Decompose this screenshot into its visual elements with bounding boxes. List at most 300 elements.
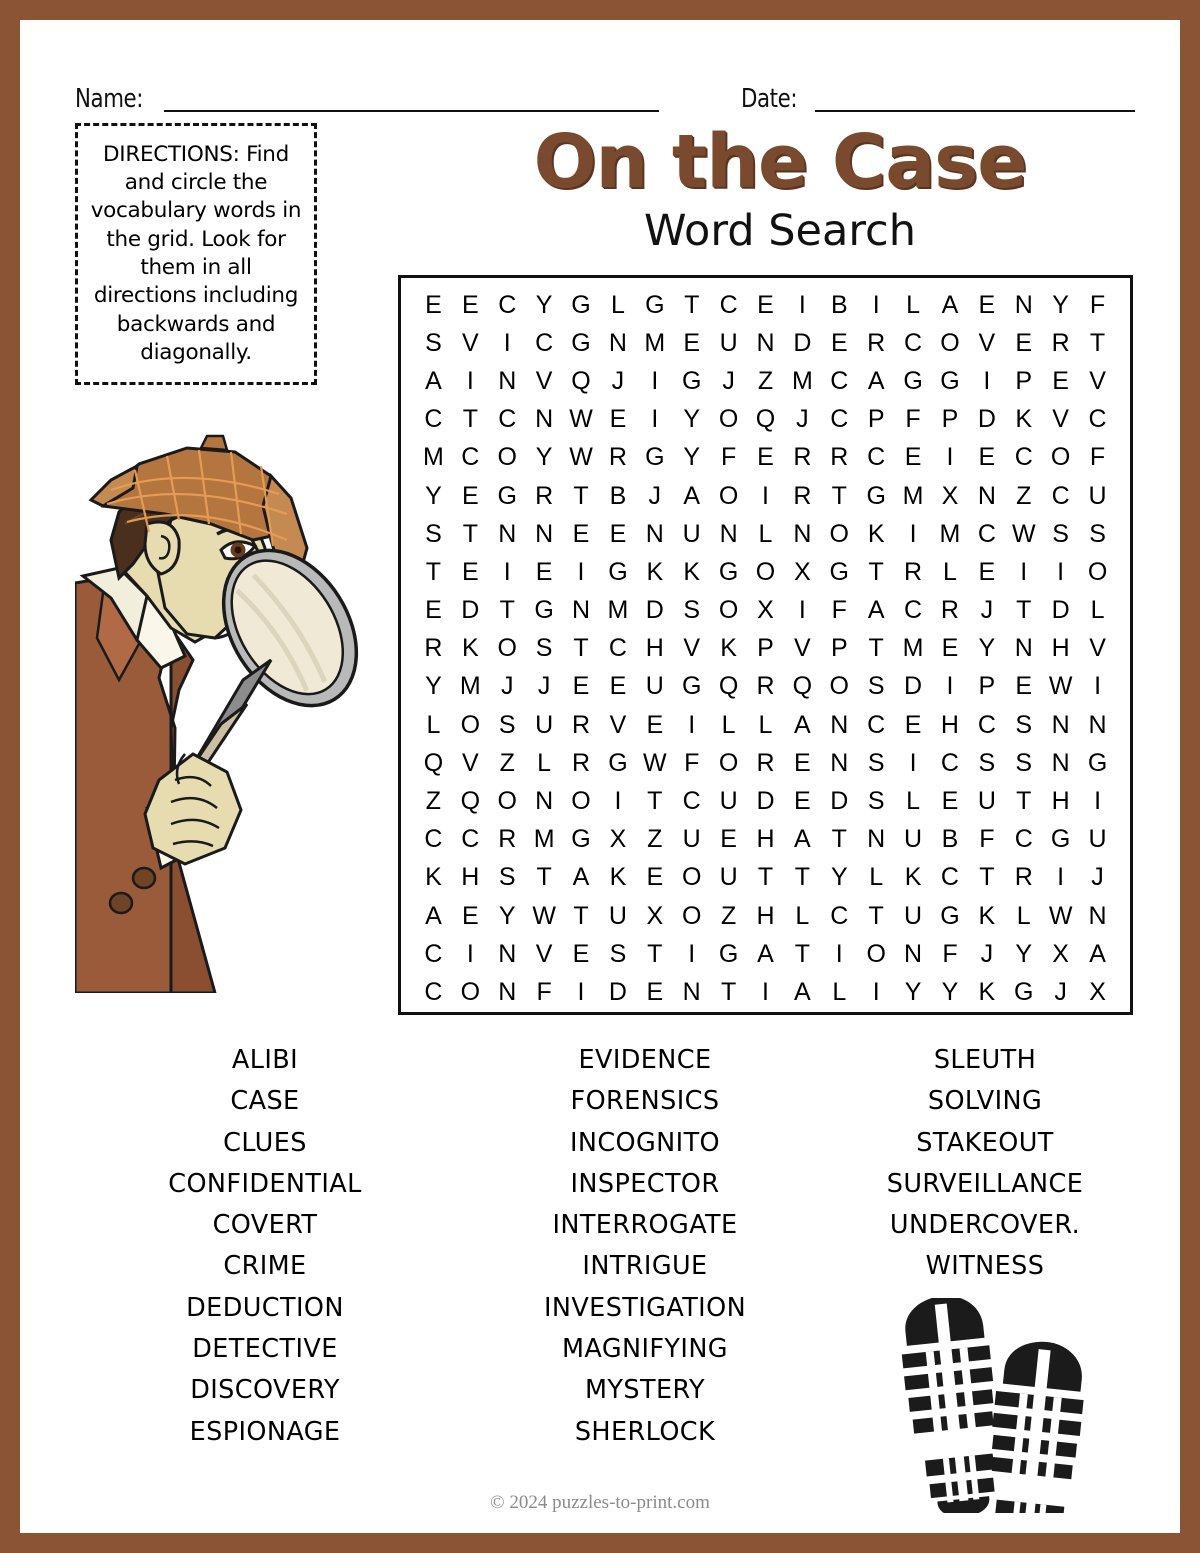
grid-cell-8-15[interactable]: J	[980, 596, 994, 625]
grid-cell-14-2[interactable]: R	[498, 825, 517, 854]
grid-cell-18-6[interactable]: E	[646, 977, 664, 1006]
grid-cell-13-18[interactable]: I	[1094, 787, 1102, 816]
grid-cell-7-18[interactable]: O	[1087, 557, 1108, 586]
grid-cell-7-9[interactable]: O	[755, 557, 776, 586]
grid-cell-13-3[interactable]: N	[535, 787, 554, 816]
grid-cell-2-3[interactable]: V	[535, 366, 553, 395]
grid-cell-18-17[interactable]: J	[1054, 977, 1067, 1006]
grid-cell-2-10[interactable]: M	[791, 366, 813, 395]
grid-cell-17-10[interactable]: T	[794, 939, 811, 968]
grid-cell-17-15[interactable]: J	[980, 939, 994, 968]
grid-cell-0-15[interactable]: E	[978, 290, 996, 319]
grid-cell-8-3[interactable]: G	[534, 596, 554, 625]
grid-cell-4-14[interactable]: I	[946, 443, 954, 472]
grid-cell-10-0[interactable]: Y	[425, 672, 442, 701]
grid-cell-11-15[interactable]: C	[977, 710, 996, 739]
grid-cell-16-3[interactable]: W	[532, 901, 556, 930]
grid-cell-7-4[interactable]: I	[577, 557, 585, 586]
grid-cell-18-18[interactable]: X	[1089, 977, 1106, 1006]
grid-cell-3-4[interactable]: W	[569, 405, 593, 434]
grid-cell-5-3[interactable]: R	[535, 481, 554, 510]
grid-cell-11-13[interactable]: E	[904, 710, 922, 739]
grid-cell-11-8[interactable]: L	[721, 710, 736, 739]
grid-cell-7-8[interactable]: G	[718, 557, 739, 586]
grid-cell-15-5[interactable]: K	[609, 863, 627, 892]
grid-cell-9-15[interactable]: Y	[978, 634, 996, 663]
grid-cell-18-4[interactable]: I	[577, 977, 585, 1006]
grid-cell-8-4[interactable]: N	[571, 596, 591, 625]
grid-cell-2-12[interactable]: A	[867, 366, 885, 395]
grid-cell-5-9[interactable]: I	[762, 481, 769, 510]
grid-cell-1-5[interactable]: N	[608, 328, 627, 357]
grid-cell-9-16[interactable]: N	[1014, 634, 1033, 663]
grid-cell-17-3[interactable]: V	[535, 939, 553, 968]
grid-cell-14-10[interactable]: A	[794, 825, 811, 854]
grid-cell-15-18[interactable]: J	[1091, 863, 1104, 892]
grid-cell-4-3[interactable]: Y	[535, 443, 553, 472]
grid-cell-6-4[interactable]: E	[572, 519, 590, 548]
grid-cell-6-14[interactable]: M	[939, 519, 961, 548]
grid-cell-4-1[interactable]: C	[461, 443, 480, 472]
grid-cell-14-5[interactable]: X	[609, 825, 627, 854]
grid-cell-15-9[interactable]: T	[757, 863, 774, 892]
grid-cell-9-3[interactable]: S	[535, 634, 553, 663]
grid-cell-15-4[interactable]: A	[572, 863, 590, 892]
grid-cell-2-2[interactable]: N	[498, 366, 517, 395]
grid-cell-3-12[interactable]: P	[867, 405, 885, 434]
grid-cell-12-2[interactable]: Z	[499, 748, 515, 777]
grid-cell-0-3[interactable]: Y	[535, 290, 553, 319]
grid-cell-1-6[interactable]: M	[644, 328, 666, 357]
grid-cell-10-8[interactable]: Q	[718, 672, 739, 701]
grid-cell-12-1[interactable]: V	[461, 748, 479, 777]
grid-cell-9-18[interactable]: V	[1089, 634, 1106, 663]
grid-cell-4-15[interactable]: E	[978, 443, 996, 472]
grid-cell-5-14[interactable]: X	[941, 481, 959, 510]
grid-cell-13-13[interactable]: L	[906, 787, 921, 816]
grid-cell-14-12[interactable]: N	[867, 825, 886, 854]
grid-cell-11-3[interactable]: U	[535, 710, 554, 739]
grid-cell-14-14[interactable]: B	[941, 825, 959, 854]
grid-cell-9-4[interactable]: T	[573, 634, 589, 663]
grid-cell-6-5[interactable]: E	[609, 519, 627, 548]
grid-cell-12-13[interactable]: I	[909, 748, 917, 777]
grid-cell-3-3[interactable]: N	[535, 405, 554, 434]
grid-cell-8-6[interactable]: D	[645, 596, 664, 625]
grid-cell-7-13[interactable]: R	[904, 557, 923, 586]
grid-cell-8-11[interactable]: F	[831, 596, 847, 625]
grid-cell-6-17[interactable]: S	[1052, 519, 1069, 548]
grid-cell-0-0[interactable]: E	[425, 290, 442, 319]
grid-cell-12-7[interactable]: F	[684, 748, 700, 777]
grid-cell-15-12[interactable]: L	[869, 863, 884, 892]
grid-cell-3-9[interactable]: Q	[755, 405, 776, 434]
grid-cell-0-10[interactable]: I	[798, 290, 806, 319]
grid-cell-9-7[interactable]: V	[683, 634, 701, 663]
grid-cell-18-0[interactable]: C	[424, 977, 443, 1006]
grid-cell-11-0[interactable]: L	[426, 710, 441, 739]
grid-cell-9-6[interactable]: H	[645, 634, 664, 663]
grid-cell-11-5[interactable]: V	[609, 710, 627, 739]
grid-cell-12-12[interactable]: S	[867, 748, 885, 777]
grid-cell-15-6[interactable]: E	[646, 863, 664, 892]
grid-cell-4-16[interactable]: C	[1014, 443, 1033, 472]
grid-cell-8-13[interactable]: C	[904, 596, 923, 625]
grid-cell-11-9[interactable]: L	[758, 710, 773, 739]
grid-cell-6-18[interactable]: S	[1089, 519, 1106, 548]
grid-cell-13-9[interactable]: D	[756, 787, 775, 816]
grid-cell-10-16[interactable]: E	[1015, 672, 1033, 701]
grid-cell-14-16[interactable]: C	[1014, 825, 1033, 854]
grid-cell-4-8[interactable]: F	[720, 443, 737, 472]
grid-cell-17-13[interactable]: N	[904, 939, 923, 968]
grid-cell-13-1[interactable]: Q	[460, 787, 481, 816]
grid-cell-3-2[interactable]: C	[498, 405, 517, 434]
grid-cell-5-5[interactable]: B	[609, 481, 627, 510]
grid-cell-9-11[interactable]: P	[830, 634, 848, 663]
grid-cell-1-0[interactable]: S	[425, 328, 442, 357]
grid-cell-8-14[interactable]: R	[940, 596, 959, 625]
grid-cell-3-10[interactable]: J	[796, 405, 809, 434]
grid-cell-9-17[interactable]: H	[1051, 634, 1070, 663]
grid-cell-13-12[interactable]: S	[867, 787, 885, 816]
grid-cell-12-18[interactable]: G	[1087, 748, 1108, 777]
grid-cell-15-13[interactable]: K	[904, 863, 922, 892]
grid-cell-7-5[interactable]: G	[608, 557, 628, 586]
grid-cell-4-7[interactable]: Y	[683, 443, 701, 472]
grid-cell-0-12[interactable]: I	[872, 290, 880, 319]
grid-cell-14-11[interactable]: T	[831, 825, 847, 854]
grid-cell-2-13[interactable]: G	[903, 366, 923, 395]
grid-cell-14-17[interactable]: G	[1050, 825, 1071, 854]
grid-cell-4-12[interactable]: C	[867, 443, 886, 472]
grid-cell-0-4[interactable]: G	[571, 290, 591, 319]
grid-cell-3-6[interactable]: I	[651, 405, 659, 434]
grid-cell-5-18[interactable]: U	[1088, 481, 1107, 510]
grid-cell-7-2[interactable]: I	[503, 557, 511, 586]
grid-cell-0-11[interactable]: B	[830, 290, 848, 319]
grid-cell-4-13[interactable]: E	[904, 443, 922, 472]
grid-cell-9-14[interactable]: E	[941, 634, 959, 663]
grid-cell-15-15[interactable]: T	[979, 863, 995, 892]
grid-cell-0-1[interactable]: E	[461, 290, 479, 319]
grid-cell-6-16[interactable]: W	[1011, 519, 1036, 548]
grid-cell-16-4[interactable]: T	[573, 901, 589, 930]
grid-cell-16-15[interactable]: K	[978, 901, 996, 930]
grid-cell-18-8[interactable]: T	[720, 977, 737, 1006]
grid-cell-18-11[interactable]: L	[832, 977, 847, 1006]
grid-cell-9-1[interactable]: K	[461, 634, 479, 663]
grid-cell-7-17[interactable]: I	[1057, 557, 1065, 586]
grid-cell-1-18[interactable]: T	[1089, 328, 1106, 357]
grid-cell-3-18[interactable]: C	[1088, 405, 1107, 434]
grid-cell-17-9[interactable]: A	[757, 939, 774, 968]
grid-cell-18-1[interactable]: O	[460, 977, 481, 1006]
grid-cell-14-0[interactable]: C	[424, 825, 443, 854]
grid-cell-0-6[interactable]: G	[645, 290, 665, 319]
grid-cell-10-15[interactable]: P	[978, 672, 996, 701]
grid-cell-10-6[interactable]: U	[645, 672, 664, 701]
grid-cell-4-5[interactable]: R	[608, 443, 627, 472]
grid-cell-16-13[interactable]: U	[904, 901, 923, 930]
grid-cell-4-4[interactable]: W	[569, 443, 593, 472]
grid-cell-18-7[interactable]: N	[682, 977, 701, 1006]
grid-cell-13-16[interactable]: T	[1016, 787, 1032, 816]
grid-cell-15-16[interactable]: R	[1014, 863, 1033, 892]
grid-cell-6-0[interactable]: S	[425, 519, 442, 548]
grid-cell-1-13[interactable]: C	[904, 328, 923, 357]
grid-cell-11-10[interactable]: A	[794, 710, 811, 739]
grid-cell-14-18[interactable]: U	[1088, 825, 1107, 854]
grid-cell-11-2[interactable]: S	[498, 710, 516, 739]
grid-cell-17-4[interactable]: E	[572, 939, 590, 968]
grid-cell-13-8[interactable]: U	[719, 787, 738, 816]
grid-cell-10-9[interactable]: R	[756, 672, 775, 701]
grid-cell-10-18[interactable]: I	[1094, 672, 1102, 701]
grid-cell-12-6[interactable]: W	[643, 748, 667, 777]
grid-cell-14-4[interactable]: G	[571, 825, 591, 854]
grid-cell-10-13[interactable]: D	[904, 672, 923, 701]
grid-cell-5-12[interactable]: G	[866, 481, 886, 510]
grid-cell-2-5[interactable]: J	[611, 366, 625, 395]
grid-cell-14-6[interactable]: Z	[647, 825, 663, 854]
grid-cell-6-8[interactable]: N	[719, 519, 738, 548]
grid-cell-16-12[interactable]: T	[868, 901, 884, 930]
grid-cell-0-18[interactable]: F	[1089, 290, 1106, 319]
grid-cell-12-15[interactable]: S	[978, 748, 996, 777]
grid-cell-7-16[interactable]: I	[1020, 557, 1028, 586]
grid-cell-16-16[interactable]: L	[1016, 901, 1031, 930]
grid-cell-6-7[interactable]: U	[682, 519, 701, 548]
grid-cell-12-11[interactable]: N	[830, 748, 849, 777]
grid-cell-8-9[interactable]: X	[757, 596, 774, 625]
grid-cell-3-5[interactable]: E	[609, 405, 627, 434]
grid-cell-8-18[interactable]: L	[1090, 596, 1105, 625]
grid-cell-13-17[interactable]: H	[1051, 787, 1070, 816]
grid-cell-0-17[interactable]: Y	[1052, 290, 1069, 319]
grid-cell-0-9[interactable]: E	[757, 290, 774, 319]
grid-cell-15-8[interactable]: U	[719, 863, 738, 892]
grid-cell-8-7[interactable]: S	[683, 596, 701, 625]
grid-cell-14-1[interactable]: C	[461, 825, 480, 854]
grid-cell-2-15[interactable]: I	[983, 366, 991, 395]
grid-cell-0-5[interactable]: L	[610, 290, 625, 319]
grid-cell-6-9[interactable]: L	[758, 519, 773, 548]
grid-cell-9-10[interactable]: V	[794, 634, 811, 663]
grid-cell-5-13[interactable]: M	[902, 481, 924, 510]
grid-cell-2-16[interactable]: P	[1015, 366, 1033, 395]
grid-cell-16-0[interactable]: A	[425, 901, 442, 930]
grid-cell-11-1[interactable]: O	[460, 710, 481, 739]
grid-cell-1-14[interactable]: O	[940, 328, 960, 357]
grid-cell-5-6[interactable]: J	[648, 481, 662, 510]
grid-cell-10-17[interactable]: W	[1048, 672, 1073, 701]
grid-cell-6-10[interactable]: N	[793, 519, 812, 548]
grid-cell-2-17[interactable]: E	[1052, 366, 1069, 395]
grid-cell-2-6[interactable]: I	[651, 366, 659, 395]
grid-cell-1-9[interactable]: N	[756, 328, 775, 357]
grid-cell-11-17[interactable]: N	[1051, 710, 1070, 739]
grid-cell-9-12[interactable]: T	[868, 634, 884, 663]
grid-cell-4-9[interactable]: E	[757, 443, 774, 472]
grid-cell-18-15[interactable]: K	[978, 977, 996, 1006]
grid-cell-17-8[interactable]: G	[718, 939, 739, 968]
grid-cell-8-5[interactable]: M	[607, 596, 629, 625]
grid-cell-1-8[interactable]: U	[719, 328, 738, 357]
grid-cell-17-7[interactable]: I	[688, 939, 696, 968]
grid-cell-16-10[interactable]: L	[795, 901, 810, 930]
grid-cell-3-15[interactable]: D	[977, 405, 996, 434]
grid-cell-12-17[interactable]: N	[1051, 748, 1070, 777]
grid-cell-0-13[interactable]: L	[906, 290, 921, 319]
grid-cell-1-17[interactable]: R	[1051, 328, 1070, 357]
grid-cell-6-3[interactable]: N	[535, 519, 554, 548]
grid-cell-2-9[interactable]: Z	[757, 366, 774, 395]
grid-cell-13-10[interactable]: E	[794, 787, 811, 816]
grid-cell-18-16[interactable]: G	[1014, 977, 1034, 1006]
grid-cell-13-5[interactable]: I	[614, 787, 622, 816]
grid-cell-17-16[interactable]: Y	[1015, 939, 1033, 968]
word-search-grid[interactable]	[398, 275, 1133, 1015]
grid-cell-6-13[interactable]: I	[909, 519, 917, 548]
grid-cell-1-15[interactable]: V	[978, 328, 996, 357]
grid-cell-2-18[interactable]: V	[1089, 366, 1106, 395]
grid-cell-1-10[interactable]: D	[793, 328, 812, 357]
grid-cell-4-11[interactable]: R	[830, 443, 849, 472]
grid-cell-5-0[interactable]: Y	[425, 481, 442, 510]
grid-cell-14-3[interactable]: M	[533, 825, 555, 854]
grid-cell-7-1[interactable]: E	[461, 557, 479, 586]
grid-cell-11-6[interactable]: E	[646, 710, 664, 739]
grid-cell-14-7[interactable]: U	[682, 825, 701, 854]
grid-cell-15-11[interactable]: Y	[830, 863, 848, 892]
grid-cell-5-10[interactable]: R	[793, 481, 812, 510]
grid-cell-13-11[interactable]: D	[830, 787, 849, 816]
grid-cell-9-2[interactable]: O	[497, 634, 517, 663]
grid-cell-6-6[interactable]: N	[645, 519, 664, 548]
grid-cell-18-9[interactable]: I	[762, 977, 769, 1006]
grid-cell-7-14[interactable]: L	[943, 557, 957, 586]
grid-cell-8-10[interactable]: I	[798, 596, 806, 625]
grid-cell-2-8[interactable]: J	[722, 366, 735, 395]
grid-cell-0-2[interactable]: C	[498, 290, 517, 319]
grid-cell-4-0[interactable]: M	[423, 443, 444, 472]
grid-cell-2-0[interactable]: A	[425, 366, 442, 395]
grid-cell-12-16[interactable]: S	[1015, 748, 1033, 777]
grid-cell-12-0[interactable]: Q	[423, 748, 444, 777]
grid-cell-12-10[interactable]: E	[794, 748, 811, 777]
grid-cell-15-7[interactable]: O	[681, 863, 702, 892]
grid-cell-17-18[interactable]: A	[1089, 939, 1106, 968]
grid-cell-5-17[interactable]: C	[1051, 481, 1070, 510]
grid-cell-1-11[interactable]: E	[830, 328, 848, 357]
grid-cell-18-13[interactable]: Y	[904, 977, 922, 1006]
grid-cell-7-12[interactable]: T	[868, 557, 884, 586]
grid-cell-1-16[interactable]: E	[1015, 328, 1033, 357]
grid-cell-4-17[interactable]: O	[1050, 443, 1071, 472]
grid-cell-15-3[interactable]: T	[536, 863, 552, 892]
grid-cell-2-1[interactable]: I	[466, 366, 474, 395]
grid-cell-13-2[interactable]: O	[497, 787, 517, 816]
grid-cell-4-6[interactable]: G	[645, 443, 665, 472]
grid-cell-15-0[interactable]: K	[425, 863, 442, 892]
grid-cell-11-18[interactable]: N	[1088, 710, 1107, 739]
grid-cell-14-9[interactable]: H	[756, 825, 775, 854]
grid-cell-6-15[interactable]: C	[977, 519, 996, 548]
grid-cell-18-2[interactable]: N	[498, 977, 517, 1006]
grid-cell-2-11[interactable]: C	[830, 366, 849, 395]
grid-cell-12-8[interactable]: O	[718, 748, 739, 777]
grid-cell-16-17[interactable]: W	[1048, 901, 1073, 930]
grid-cell-5-8[interactable]: O	[718, 481, 739, 510]
grid-cell-16-7[interactable]: O	[681, 901, 702, 930]
grid-cell-17-14[interactable]: F	[942, 939, 958, 968]
grid-cell-5-16[interactable]: Z	[1016, 481, 1032, 510]
grid-cell-8-16[interactable]: T	[1016, 596, 1032, 625]
grid-cell-17-5[interactable]: S	[609, 939, 627, 968]
grid-cell-11-11[interactable]: N	[830, 710, 849, 739]
grid-cell-7-3[interactable]: E	[535, 557, 553, 586]
grid-cell-10-5[interactable]: E	[609, 672, 627, 701]
grid-cell-9-5[interactable]: C	[608, 634, 627, 663]
grid-cell-9-8[interactable]: K	[720, 634, 737, 663]
grid-cell-10-10[interactable]: Q	[792, 672, 813, 701]
grid-cell-5-4[interactable]: T	[573, 481, 589, 510]
grid-cell-8-1[interactable]: D	[461, 596, 480, 625]
grid-cell-10-2[interactable]: J	[500, 672, 514, 701]
grid-cell-7-6[interactable]: K	[646, 557, 664, 586]
grid-cell-6-11[interactable]: O	[829, 519, 849, 548]
grid-cell-16-6[interactable]: X	[646, 901, 664, 930]
grid-cell-6-12[interactable]: K	[867, 519, 885, 548]
grid-cell-11-14[interactable]: H	[940, 710, 959, 739]
grid-cell-7-0[interactable]: T	[425, 557, 442, 586]
grid-cell-4-18[interactable]: F	[1089, 443, 1106, 472]
grid-cell-9-0[interactable]: R	[424, 634, 443, 663]
grid-cell-17-12[interactable]: O	[866, 939, 886, 968]
grid-cell-10-7[interactable]: G	[681, 672, 702, 701]
grid-cell-1-3[interactable]: C	[535, 328, 554, 357]
grid-cell-13-15[interactable]: U	[977, 787, 996, 816]
grid-cell-10-11[interactable]: O	[829, 672, 849, 701]
grid-cell-9-9[interactable]: P	[757, 634, 774, 663]
grid-cell-6-2[interactable]: N	[498, 519, 517, 548]
grid-cell-16-5[interactable]: U	[608, 901, 627, 930]
grid-cell-9-13[interactable]: M	[902, 634, 924, 663]
grid-cell-2-4[interactable]: Q	[571, 366, 591, 395]
grid-cell-15-10[interactable]: T	[794, 863, 811, 892]
grid-cell-3-7[interactable]: Y	[683, 405, 701, 434]
grid-cell-3-0[interactable]: C	[424, 405, 443, 434]
grid-cell-0-14[interactable]: A	[941, 290, 959, 319]
grid-cell-18-5[interactable]: D	[608, 977, 627, 1006]
grid-cell-10-4[interactable]: E	[572, 672, 590, 701]
grid-cell-18-12[interactable]: I	[872, 977, 880, 1006]
grid-cell-17-6[interactable]: T	[647, 939, 663, 968]
grid-cell-12-3[interactable]: L	[537, 748, 552, 777]
grid-cell-3-14[interactable]: P	[941, 405, 959, 434]
grid-cell-8-2[interactable]: T	[499, 596, 515, 625]
grid-cell-15-2[interactable]: S	[498, 863, 516, 892]
grid-cell-14-8[interactable]: E	[720, 825, 737, 854]
grid-cell-11-4[interactable]: R	[571, 710, 591, 739]
grid-cell-13-14[interactable]: E	[941, 787, 959, 816]
grid-cell-0-7[interactable]: T	[684, 290, 700, 319]
grid-cell-18-10[interactable]: A	[794, 977, 811, 1006]
grid-cell-16-14[interactable]: G	[940, 901, 960, 930]
grid-cell-4-2[interactable]: O	[497, 443, 517, 472]
grid-cell-12-9[interactable]: R	[756, 748, 775, 777]
